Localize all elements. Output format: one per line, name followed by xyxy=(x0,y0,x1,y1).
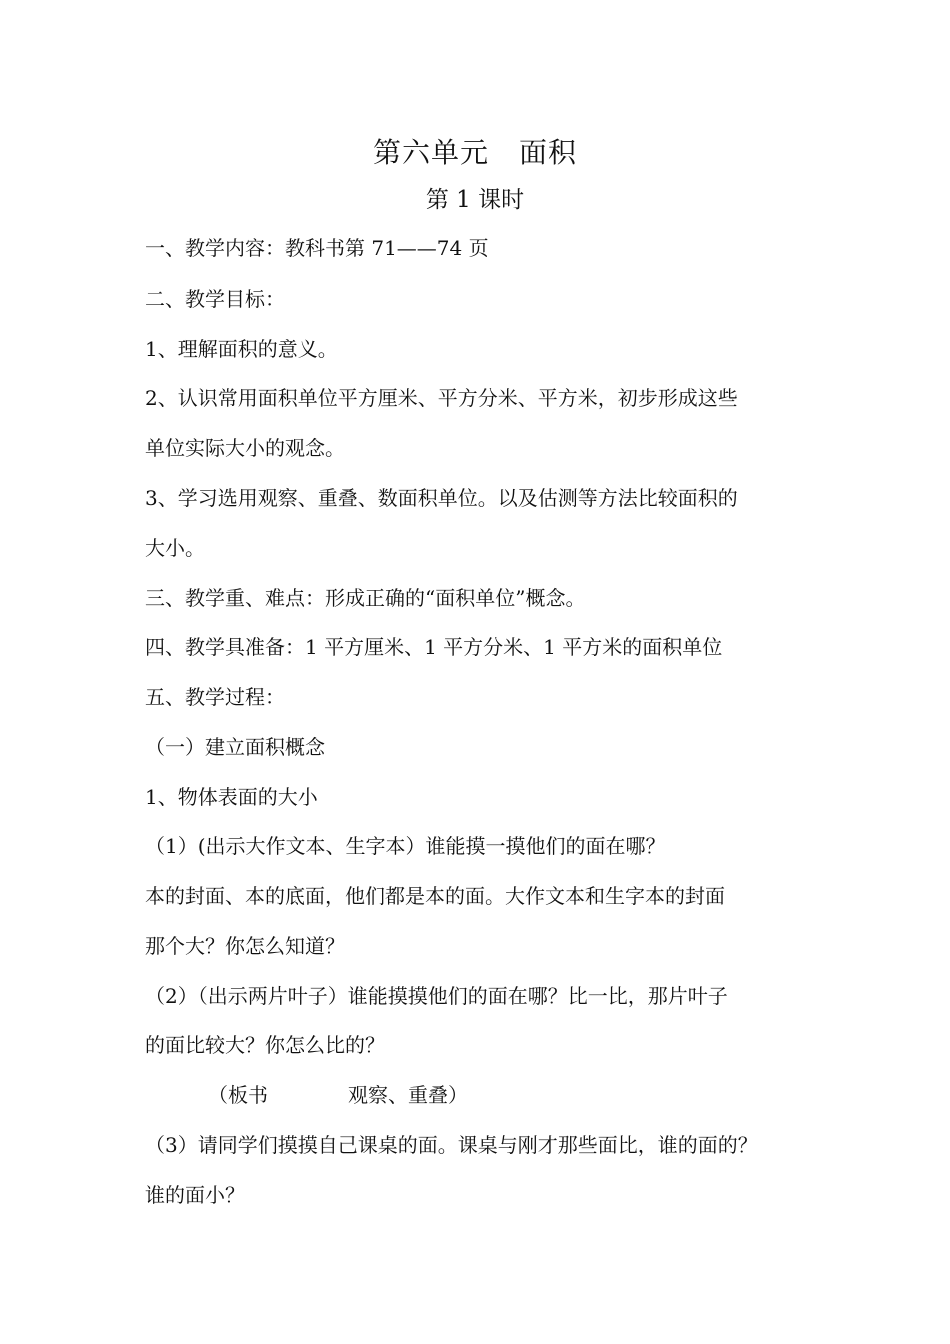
heading-teaching-goals: 二、教学目标： xyxy=(145,287,285,311)
step-3-question: 谁的面小？ xyxy=(145,1183,245,1207)
heading-materials: 四、教学具准备：1 平方厘米、1 平方分米、1 平方米的面积单位 xyxy=(145,635,723,659)
item-object-surface-size: 1、物体表面的大小 xyxy=(145,785,318,809)
unit-title xyxy=(0,133,950,173)
lesson-title: 第 1 课时 xyxy=(425,187,525,213)
goal-item-3: 3、学习选用观察、重叠、数面积单位。以及估测等方法比较面积的 xyxy=(145,486,738,510)
heading-key-points: 三、教学重、难点：形成正确的“面积单位”概念。 xyxy=(145,586,586,610)
section-establish-concept: （一）建立面积概念 xyxy=(145,735,325,759)
unit-title-main: 第六单元 xyxy=(372,136,489,169)
board-note xyxy=(208,1080,898,1110)
step-1: （1）(出示大作文本、生字本）谁能摸一摸他们的面在哪？ xyxy=(145,834,666,858)
goal-item-1: 1、理解面积的意义。 xyxy=(145,337,338,361)
step-2-question: 的面比较大？你怎么比的？ xyxy=(145,1033,385,1057)
step-1-text: 本的封面、本的底面，他们都是本的面。大作文本和生字本的封面 xyxy=(145,884,725,908)
unit-title-sub: 面积 xyxy=(519,136,578,169)
goal-item-2: 2、认识常用面积单位平方厘米、平方分米、平方米，初步形成这些 xyxy=(145,386,738,410)
board-content: 观察、重叠） xyxy=(348,1083,468,1107)
goal-item-2-continued: 单位实际大小的观念。 xyxy=(145,436,345,460)
heading-teaching-process: 五、教学过程： xyxy=(145,685,285,709)
paragraph-teaching-content: 一、教学内容：教科书第 71——74 页 xyxy=(145,236,489,260)
step-3: （3）请同学们摸摸自己课桌的面。课桌与刚才那些面比，谁的面的？ xyxy=(145,1133,758,1157)
step-2: （2）（出示两片叶子）谁能摸摸他们的面在哪？比一比，那片叶子 xyxy=(145,984,728,1008)
board-label: （板书 xyxy=(208,1083,268,1107)
goal-item-3-continued: 大小。 xyxy=(145,536,205,560)
step-1-question: 那个大？你怎么知道？ xyxy=(145,934,345,958)
